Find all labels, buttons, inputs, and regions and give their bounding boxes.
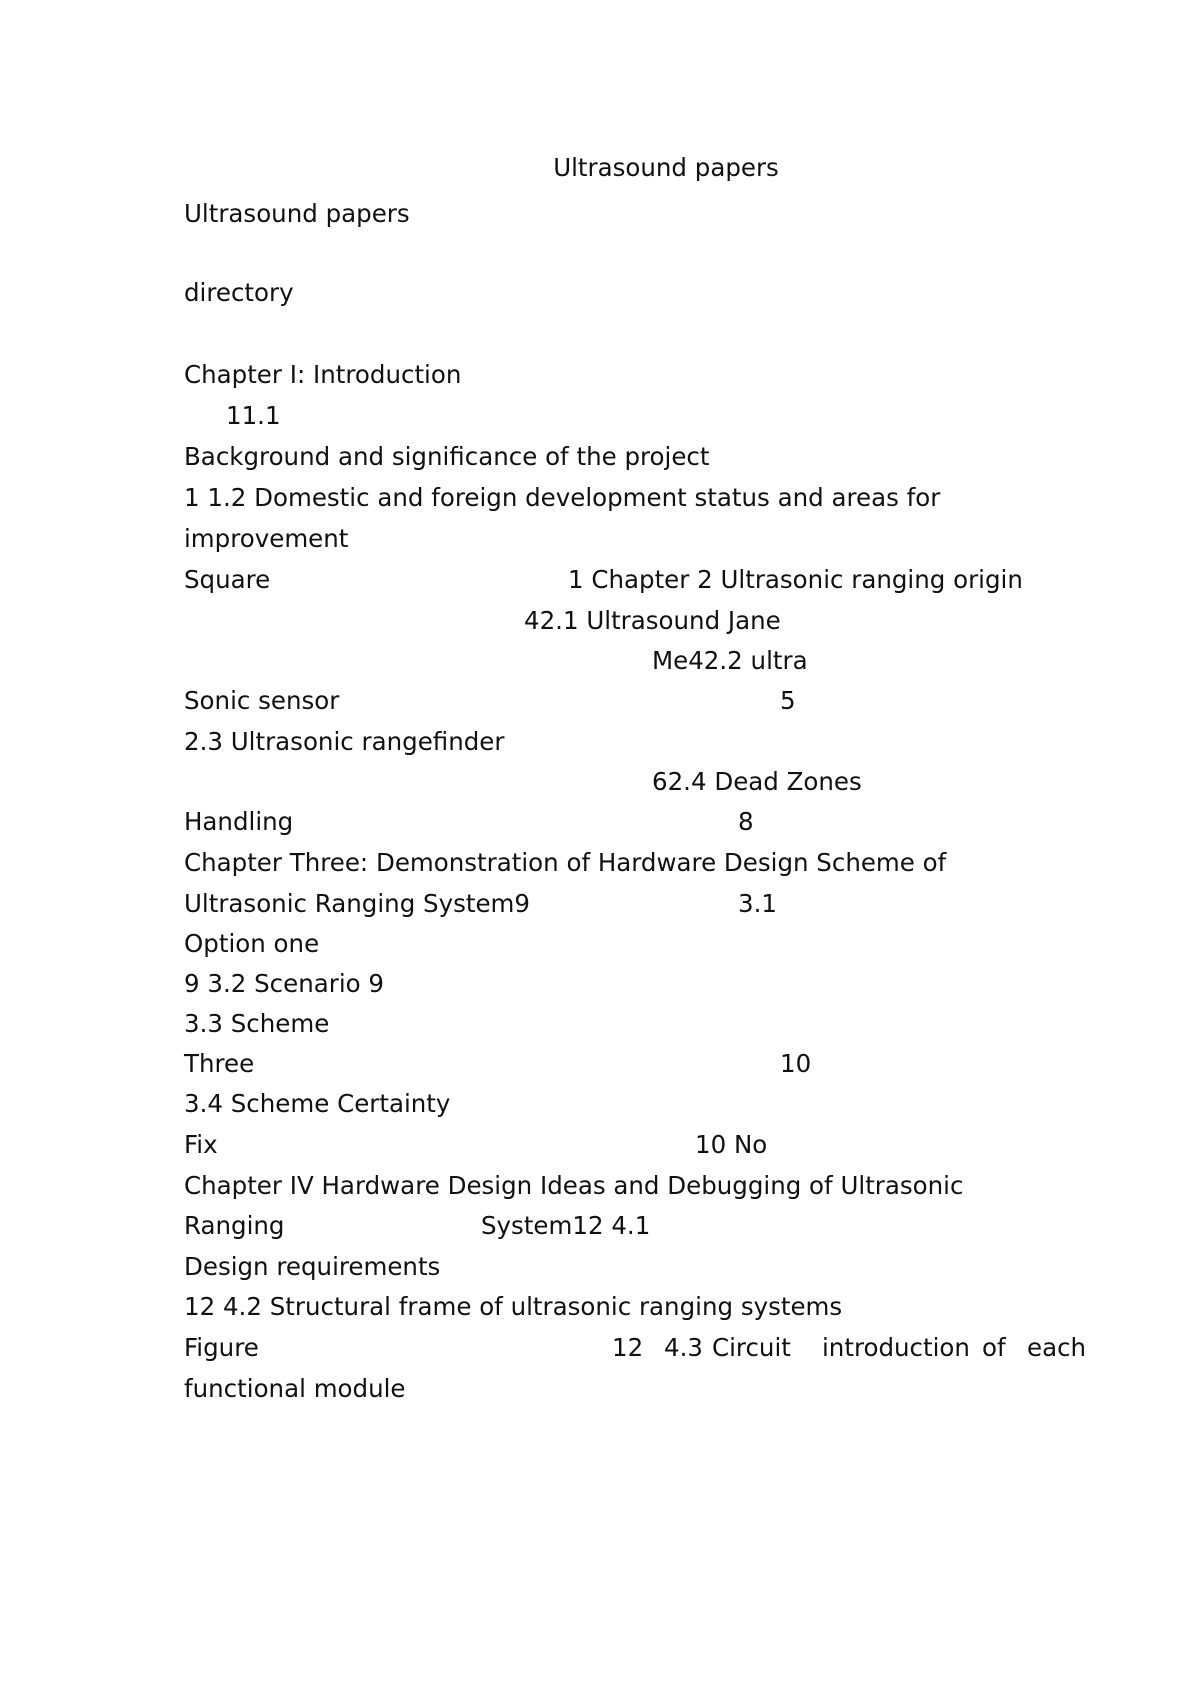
- toc-line: Chapter I: Introduction: [184, 360, 462, 389]
- toc-line: 42.1 Ultrasound Jane: [524, 606, 781, 635]
- toc-line: 1 1.2 Domestic and foreign development status and areas for: [184, 483, 941, 512]
- toc-line: Ultrasonic Ranging System9: [184, 889, 530, 918]
- toc-line: Handling: [184, 807, 294, 836]
- toc-line: 10: [780, 1049, 812, 1078]
- toc-line: 1 Chapter 2 Ultrasonic ranging origin: [568, 565, 1023, 594]
- toc-line: 4.3: [664, 1333, 703, 1362]
- toc-line: of: [982, 1333, 1006, 1362]
- toc-line: System12 4.1: [481, 1211, 651, 1240]
- toc-line: 3.4 Scheme Certainty: [184, 1089, 451, 1118]
- toc-line: 5: [780, 686, 796, 715]
- toc-line: functional module: [184, 1374, 406, 1403]
- toc-line: 3.3 Scheme: [184, 1009, 330, 1038]
- toc-line: 2.3 Ultrasonic rangefinder: [184, 727, 505, 756]
- toc-line: 11.1: [226, 401, 281, 430]
- toc-line: Chapter IV Hardware Design Ideas and Debugging of Ultrasonic: [184, 1171, 964, 1200]
- toc-line: Square: [184, 565, 271, 594]
- toc-line: Option one: [184, 929, 320, 958]
- toc-line: Circuit: [712, 1333, 791, 1362]
- toc-line: 9 3.2 Scenario 9: [184, 969, 385, 998]
- directory-label: directory: [184, 278, 294, 307]
- toc-line: 8: [738, 807, 754, 836]
- toc-line: Me42.2 ultra: [652, 646, 808, 675]
- document-subtitle: Ultrasound papers: [184, 199, 410, 228]
- toc-line: Chapter Three: Demonstration of Hardware Design Scheme of: [184, 848, 947, 877]
- document-title: Ultrasound papers: [553, 153, 779, 182]
- toc-line: each: [1027, 1333, 1087, 1362]
- toc-line: Sonic sensor: [184, 686, 340, 715]
- toc-line: 3.1: [738, 889, 777, 918]
- toc-line: Figure: [184, 1333, 259, 1362]
- toc-line: Ranging: [184, 1211, 285, 1240]
- toc-line: introduction: [822, 1333, 970, 1362]
- toc-line: Background and significance of the project: [184, 442, 710, 471]
- toc-line: 12: [612, 1333, 644, 1362]
- toc-line: 10 No: [695, 1130, 768, 1159]
- toc-line: 62.4 Dead Zones: [652, 767, 862, 796]
- toc-line: Fix: [184, 1130, 218, 1159]
- toc-line: improvement: [184, 524, 349, 553]
- toc-line: Three: [184, 1049, 255, 1078]
- toc-line: 12 4.2 Structural frame of ultrasonic ranging systems: [184, 1292, 843, 1321]
- toc-line: Design requirements: [184, 1252, 441, 1281]
